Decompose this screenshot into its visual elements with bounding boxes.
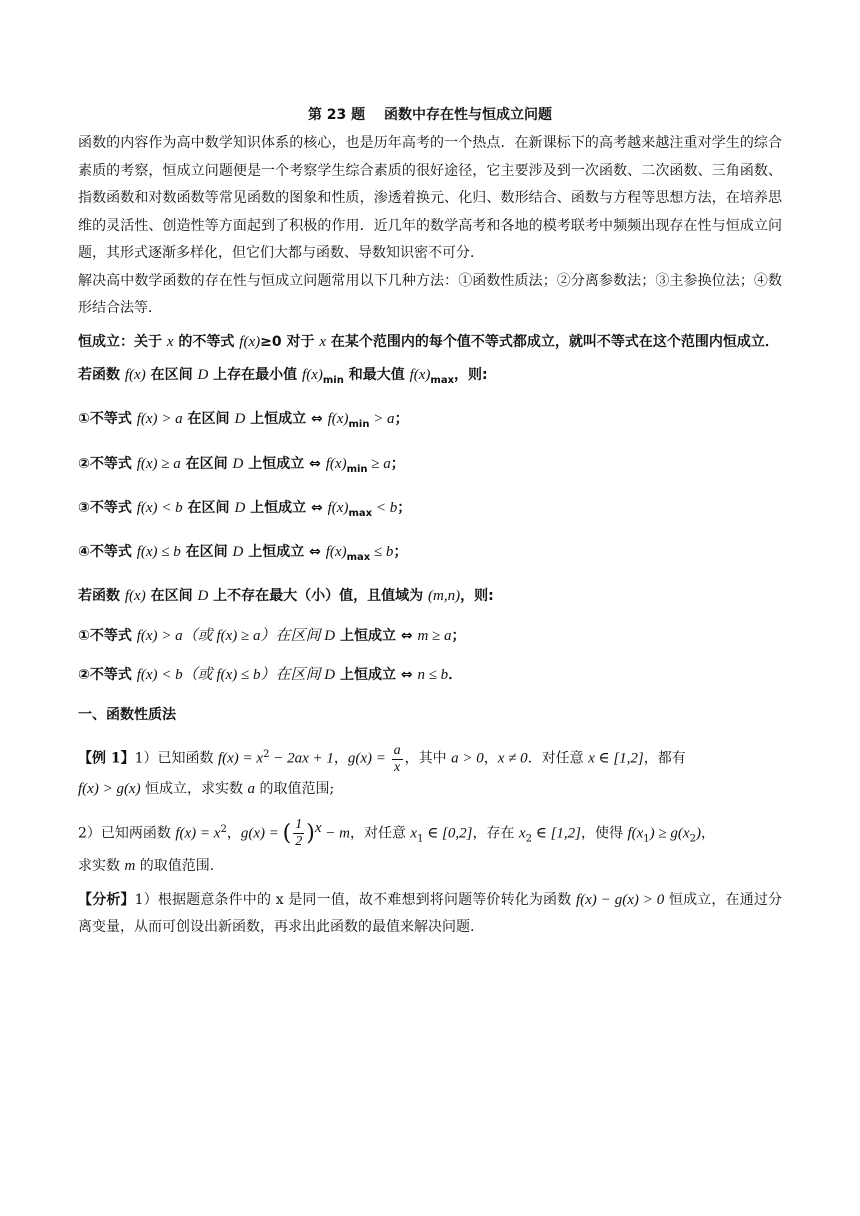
case1-lead: 若函数 f(x) 在区间 D 上存在最小值 $f(x)_{min}$ 和最大值 $f(x)_{max}$，则:	[78, 367, 488, 386]
fraction-one-half: $\frac{1}{2}$	[295, 817, 303, 850]
section-heading-1: 一、函数性质法	[78, 706, 176, 723]
case1-item-3: ③不等式 f(x) < b 在区间 D 上恒成立 ⇔ $f(x)_{max} < b$；	[78, 499, 412, 519]
example-1-part-2: 2）已知两函数 $f(x) = x^2$，g(x) = ( $\frac{1}{2}$ )$^x$ − m，对任意 $x_1$ ∈ [0,2]，存在 $x_2$ ∈ [1,2]，使得 $f(x_1) \ge g(x_2)$， 求实数 m 的取值范围.	[78, 817, 715, 875]
case2-lead: 若函数 f(x) 在区间 D 上不存在最大（小）值，且值域为 (m,n)，则:	[78, 588, 494, 605]
document-page	[78, 104, 782, 942]
example-1-part-1: 【例 1】1）已知函数 $f(x) = x^2 - 2ax + 1$，g(x) = $\frac{a}{x}$ ，其中 a > 0，x ≠ 0．对任意 x ∈ [1,2]，都有 f(x) > g(x) 恒成立，求实数 a 的取值范围;	[78, 742, 686, 797]
case2-item-1: ①不等式 f(x) > a（或 f(x) ≥ a）在区间 D 上恒成立 ⇔ m ≥ a；	[78, 627, 466, 644]
analysis-paragraph: 【分析】1）根据题意条件中的 x 是同一值，故不难想到将问题等价转化为函数 f(x) − g(x) > 0 恒成立，在通过分离变量，从而可创设出新函数，再求出此函数的最值来解决问题.	[78, 891, 783, 936]
case1-item-4: ④不等式 f(x) ≤ b 在区间 D 上恒成立 ⇔ $f(x)_{max} \le b$；	[78, 544, 408, 563]
case1-item-1: ①不等式 f(x) > a 在区间 D 上恒成立 ⇔ $f(x)_{min} > a$；	[78, 411, 409, 431]
case2-item-2: ②不等式 f(x) < b（或 f(x) ≤ b）在区间 D 上恒成立 ⇔ n ≤ b．	[78, 667, 463, 684]
intro-paragraph-1: 函数的内容作为高中数学知识体系的核心，也是历年高考的一个热点．在新课标下的高考越来越注重对学生的综合素质的考察，恒成立问题便是一个考察学生综合素质的很好途径，它主要涉及到一次函数、二次函数、三角函数、指数函数和对数函数等常见函数的图象和性质，渗透着换元、化归、数形结合、函数与方程等思想方法，在培养思维的灵活性、创造性等方面起到了积极的作用．近几年的数学高考和各地的模考联考中频频出现存在性与恒成立问题，其形式逐渐多样化，但它们大都与函数、导数知识密不可分．	[78, 135, 782, 261]
case1-item-2: ②不等式 f(x) ≥ a 在区间 D 上恒成立 ⇔ $f(x)_{min} \ge a$；	[78, 455, 405, 475]
page-title: 第 23 题 函数中存在性与恒成立问题	[307, 107, 553, 123]
intro-paragraph-2: 解决高中数学函数的存在性与恒成立问题常用以下几种方法：①函数性质法；②分离参数法；③主参换位法；④数形结合法等．	[78, 272, 782, 316]
definition-paragraph: 恒成立：关于 x 的不等式 f(x)≥0 对于 x 在某个范围内的每个值不等式都成立，就叫不等式在这个范围内恒成立．	[78, 333, 779, 350]
fraction-a-over-x: $\frac{a}{x}$	[393, 742, 401, 775]
